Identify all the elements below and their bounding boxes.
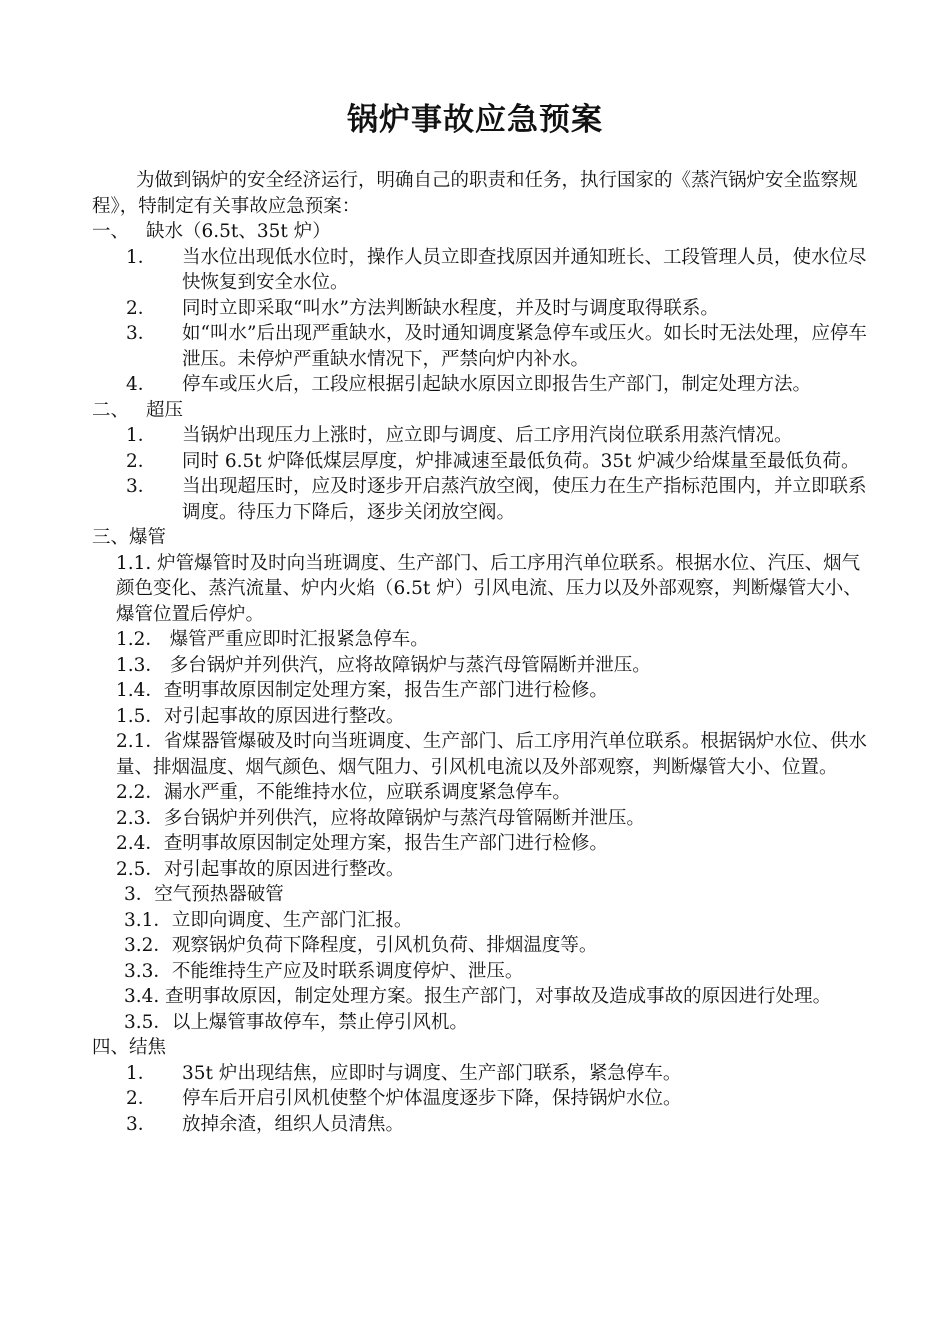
list-item [92, 245, 872, 296]
list-item [92, 423, 872, 449]
item-text: 当水位出现低水位时，操作人员立即查找原因并通知班长、工段管理人员，使水位尽快恢复到安全水位。 [182, 246, 867, 293]
item-text: 同时 6.5t 炉降低煤层厚度，炉排减速至最低负荷。35t 炉减少给煤量至最低负荷。 [182, 450, 860, 472]
section-number: 一、 [92, 221, 130, 242]
section-number: 三、 [92, 527, 130, 548]
section-number: 四、 [92, 1037, 130, 1058]
item-number: 2． [126, 1088, 157, 1109]
section-title: 结焦 [129, 1037, 167, 1058]
item-text: 放掉余渣，组织人员清焦。 [182, 1113, 405, 1135]
item-text: 当锅炉出现压力上涨时，应立即与调度、后工序用汽岗位联系用蒸汽情况。 [182, 425, 793, 446]
sub-item: 3.3．不能维持生产应及时联系调度停炉、泄压。 [124, 960, 524, 982]
list-item [92, 321, 872, 372]
item-number: 2． [126, 297, 157, 319]
item-number: 1． [126, 1062, 157, 1084]
sub-item: 1.2． 爆管严重应即时汇报紧急停车。 [116, 629, 429, 650]
list-item [92, 296, 872, 322]
item-number: 4． [126, 374, 157, 395]
item-number: 3． [126, 1113, 157, 1135]
sub-item: 3.1．立即向调度、生产部门汇报。 [124, 909, 413, 931]
item-text: 同时立即采取“叫水”方法判断缺水程度，并及时与调度取得联系。 [182, 297, 719, 319]
section-heading-shortage-of-water [92, 219, 872, 245]
list-item [92, 449, 872, 475]
sub-item: 2.1．省煤器管爆破及时向当班调度、生产部门、后工序用汽单位联系。根据锅炉水位、供水量、排烟温度、烟气颜色、烟气阻力、引风机电流以及外部观察，判断爆管大小、位置。 [116, 731, 867, 778]
item-number: 1． [126, 246, 157, 268]
section-heading-overpressure [92, 398, 872, 424]
sub-item: 1.5．对引起事故的原因进行整改。 [116, 705, 405, 727]
sub-item: 3.2．观察锅炉负荷下降程度，引风机负荷、排烟温度等。 [124, 935, 598, 956]
sub-item: 2.2．漏水严重，不能维持水位，应联系调度紧急停车。 [116, 782, 571, 803]
section-title: 超压 [146, 399, 184, 421]
section-heading-coking [92, 1035, 872, 1061]
sub-item: 1.4．查明事故原因制定处理方案，报告生产部门进行检修。 [116, 680, 608, 701]
list-item [92, 1112, 872, 1138]
item-number: 3． [126, 476, 157, 497]
list-item [92, 372, 872, 398]
item-text: 停车后开启引风机使整个炉体温度逐步下降，保持锅炉水位。 [182, 1088, 682, 1109]
list-item [92, 1086, 872, 1112]
item-number: 2． [126, 450, 157, 472]
intro-paragraph: 为做到锅炉的安全经济运行，明确自己的职责和任务，执行国家的《蒸汽锅炉安全监察规程》，特制定有关事故应急预案： [92, 170, 858, 217]
item-number: 3． [126, 323, 157, 344]
sub-heading: 3．空气预热器破管 [124, 884, 284, 905]
sub-item: 2.5．对引起事故的原因进行整改。 [116, 858, 405, 880]
item-text: 35t 炉出现结焦，应即时与调度、生产部门联系，紧急停车。 [182, 1062, 682, 1084]
list-item [92, 1061, 872, 1087]
sub-item: 2.4．查明事故原因制定处理方案，报告生产部门进行检修。 [116, 833, 608, 854]
sub-item: 1.1. 炉管爆管时及时向当班调度、生产部门、后工序用汽单位联系。根据水位、汽压、烟气颜色变化、蒸汽流量、炉内火焰（6.5t 炉）引风电流、压力以及外部观察，判断爆管大小、爆管位置后停炉。 [116, 552, 862, 625]
document-title: 锅炉事故应急预案 [347, 102, 603, 138]
item-text: 如“叫水”后出现严重缺水，及时通知调度紧急停车或压火。如长时无法处理，应停车泄压。未停炉严重缺水情况下，严禁向炉内补水。 [182, 323, 867, 370]
item-text: 停车或压火后，工段应根据引起缺水原因立即报告生产部门，制定处理方法。 [182, 374, 812, 395]
document-body [92, 168, 872, 1137]
item-text: 当出现超压时，应及时逐步开启蒸汽放空阀，使压力在生产指标范围内，并立即联系调度。待压力下降后，逐步关闭放空阀。 [182, 476, 867, 523]
section-number: 二、 [92, 399, 130, 421]
sub-item: 1.3． 多台锅炉并列供汽，应将故障锅炉与蒸汽母管隔断并泄压。 [116, 654, 651, 676]
list-item [92, 474, 872, 525]
section-title: 缺水（6.5t、35t 炉） [146, 221, 331, 242]
section-title: 爆管 [129, 527, 167, 548]
section-heading-tube-burst [92, 525, 872, 551]
sub-item: 2.3．多台锅炉并列供汽，应将故障锅炉与蒸汽母管隔断并泄压。 [116, 807, 645, 829]
sub-item: 3.5．以上爆管事故停车，禁止停引风机。 [124, 1011, 468, 1033]
item-number: 1． [126, 425, 157, 446]
sub-item: 3.4. 查明事故原因，制定处理方案。报生产部门，对事故及造成事故的原因进行处理。 [124, 986, 832, 1007]
